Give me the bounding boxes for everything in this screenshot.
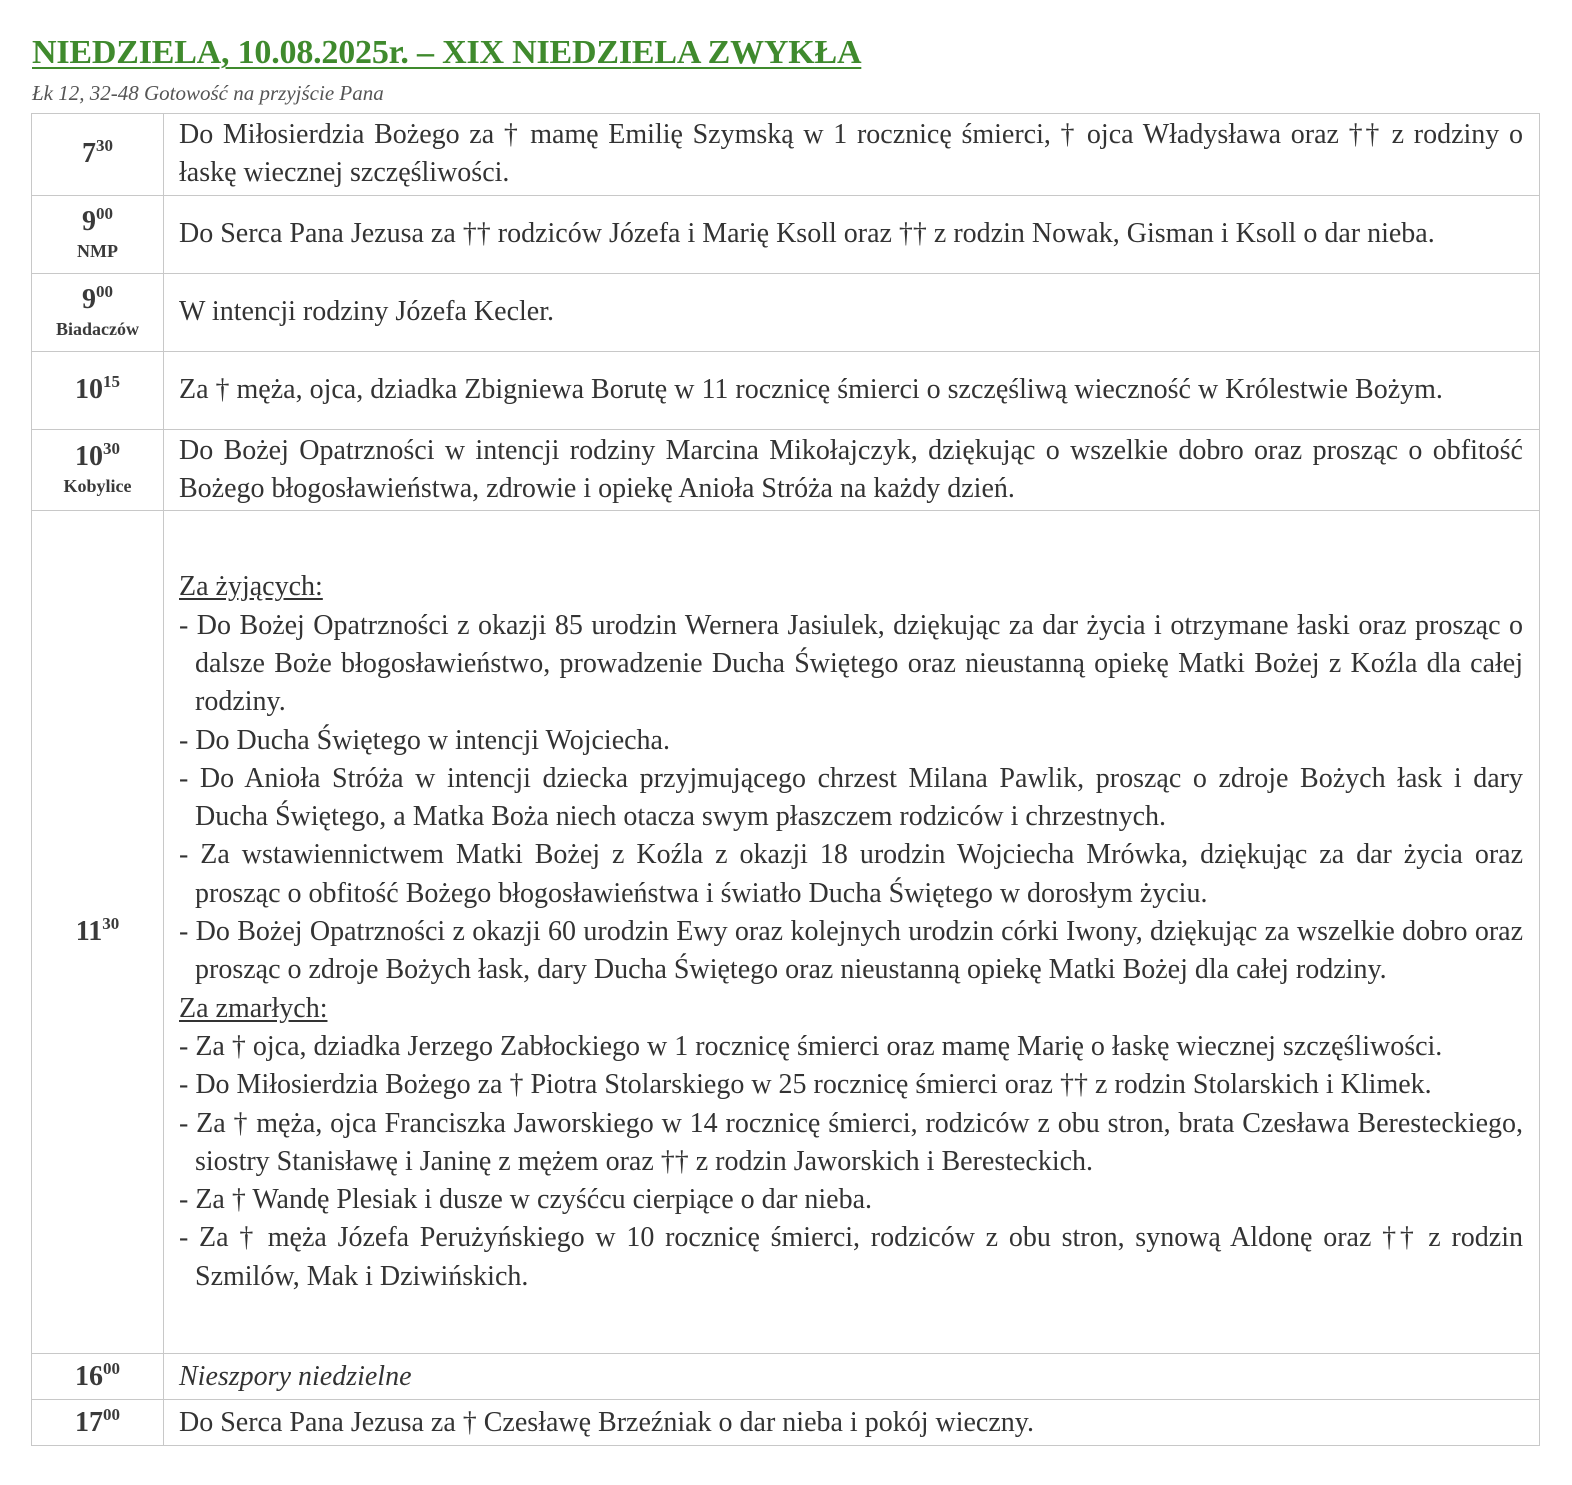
deceased-heading: Za zmarłych:: [179, 992, 328, 1024]
mass-time-cell: [32, 114, 164, 196]
mass-intention: Do Serca Pana Jezusa za † Czesławę Brzeźniak o dar nieba i pokój wieczny.: [164, 1400, 1540, 1446]
table-row: [32, 273, 1540, 351]
mass-hour: 16: [75, 1360, 103, 1392]
mass-minute: 30: [103, 439, 120, 459]
table-row: [32, 1354, 1540, 1400]
mass-time-cell: [32, 1400, 164, 1446]
mass-time-cell: [32, 511, 164, 1354]
mass-time-cell: [32, 351, 164, 429]
mass-time-cell: [32, 195, 164, 273]
mass-intention: Za † męża, ojca, dziadka Zbigniewa Borutę w 11 rocznicę śmierci o szczęśliwą wieczność w Królestwie Bożym.: [164, 351, 1540, 429]
mass-time-cell: [32, 1354, 164, 1400]
list-item: - Za † ojca, dziadka Jerzego Zabłockiego w 1 rocznicę śmierci oraz mamę Marię o łaskę wiecznej szczęśliwości.: [179, 1030, 1443, 1062]
list-item: - Za wstawiennictwem Matki Bożej z Koźla z okazji 18 urodzin Wojciecha Mrówka, dziękując za dar życia oraz prosząc o obfitość Bożego błogosławieństwa i światło Ducha Świętego w dorosłym życiu.: [179, 839, 1523, 909]
table-row: [32, 114, 1540, 196]
mass-time: [32, 372, 163, 406]
table-row: [32, 429, 1540, 511]
mass-intention: Do Bożej Opatrzności w intencji rodziny Marcina Mikołajczyk, dziękując o wszelkie dobro oraz prosząc o obfitość Bożego błogosławieństwa, zdrowie i opiekę Anioła Stróża na każdy dzień.: [164, 429, 1540, 511]
mass-hour: 10: [75, 441, 103, 473]
mass-time: [32, 281, 163, 315]
gospel-reading: Łk 12, 32-48 Gotowość na przyjście Pana: [32, 81, 384, 105]
mass-hour: 9: [82, 283, 96, 315]
mass-time: [32, 136, 163, 170]
list-item: - Do Ducha Świętego w intencji Wojciecha.: [179, 724, 670, 756]
mass-time: [32, 914, 163, 948]
page-title: NIEDZIELA, 10.08.2025r. – XIX NIEDZIELA ZWYKŁA: [32, 34, 862, 71]
mass-place: Biadaczów: [56, 318, 139, 339]
mass-intention-list: [164, 511, 1540, 1354]
mass-hour: 9: [82, 205, 96, 237]
table-row: [32, 1400, 1540, 1446]
mass-time-cell: [32, 273, 164, 351]
mass-minute: 30: [102, 914, 120, 934]
mass-hour: 17: [75, 1406, 103, 1438]
list-item: - Do Bożej Opatrzności z okazji 60 urodzin Ewy oraz kolejnych urodzin córki Iwony, dziękując za wszelkie dobro oraz prosząc o zdroje Bożych łask, dary Ducha Świętego oraz nieustanną opiekę Matki Bożej dla całej rodziny.: [179, 916, 1523, 986]
mass-time: [32, 1404, 163, 1438]
mass-hour: 7: [82, 138, 96, 170]
mass-hour: 10: [75, 374, 103, 406]
mass-intention: Do Miłosierdzia Bożego za † mamę Emilię Szymską w 1 rocznicę śmierci, † ojca Władysława oraz †† z rodziny o łaskę wiecznej szczęśliwości.: [164, 114, 1540, 196]
mass-time-cell: [32, 429, 164, 511]
mass-time: [32, 1358, 163, 1392]
mass-place: Kobylice: [63, 476, 132, 497]
list-item: - Do Miłosierdzia Bożego za † Piotra Stolarskiego w 25 rocznicę śmierci oraz †† z rodzin Stolarskich i Klimek.: [179, 1069, 1432, 1101]
mass-minute: 00: [103, 1358, 120, 1378]
list-item: - Do Bożej Opatrzności z okazji 85 urodzin Wernera Jasiulek, dziękując za dar życia i otrzymane łaski oraz prosząc o dalsze Boże błogosławieństwo, prowadzenie Ducha Świętego oraz nieustanną opiekę Matki Bożej z Koźla dla całej rodziny.: [179, 609, 1523, 718]
list-item: - Za † męża, ojca Franciszka Jaworskiego w 14 rocznicę śmierci, rodziców z obu stron, brata Czesława Beresteckiego, siostry Stanisławę i Janinę z mężem oraz †† z rodzin Jaworskich i Beresteckich.: [179, 1107, 1523, 1177]
mass-hour: 11: [75, 916, 103, 948]
mass-time: [32, 439, 163, 473]
living-heading: Za żyjących:: [179, 571, 323, 603]
mass-place: NMP: [77, 240, 118, 261]
mass-intention: W intencji rodziny Józefa Kecler.: [164, 273, 1540, 351]
list-item: - Do Anioła Stróża w intencji dziecka przyjmującego chrzest Milana Pawlik, prosząc o zdroje Bożych łask i dary Ducha Świętego, a Matka Boża niech otacza swym płaszczem rodziców i chrzestnych.: [179, 762, 1523, 833]
table-row: [32, 351, 1540, 429]
list-item: - Za † męża Józefa Perużyńskiego w 10 rocznicę śmierci, rodziców z obu stron, synową Aldonę oraz †† z rodzin Szmilów, Mak i Dziwińskich.: [179, 1222, 1523, 1292]
mass-minute: 00: [103, 1404, 120, 1424]
table-row: [32, 195, 1540, 273]
mass-intention: Do Serca Pana Jezusa za †† rodziców Józefa i Marię Ksoll oraz †† z rodzin Nowak, Gisman i Ksoll o dar nieba.: [164, 195, 1540, 273]
mass-minute: 15: [103, 372, 120, 392]
mass-minute: 00: [96, 203, 113, 223]
mass-intention: Nieszpory niedzielne: [164, 1354, 1540, 1400]
mass-minute: 30: [96, 136, 113, 156]
list-item: - Za † Wandę Plesiak i dusze w czyśćcu cierpiące o dar nieba.: [179, 1184, 873, 1216]
table-row: [32, 511, 1540, 1354]
mass-time: [32, 203, 163, 237]
mass-schedule-table: [31, 113, 1540, 1446]
mass-minute: 00: [96, 281, 113, 301]
